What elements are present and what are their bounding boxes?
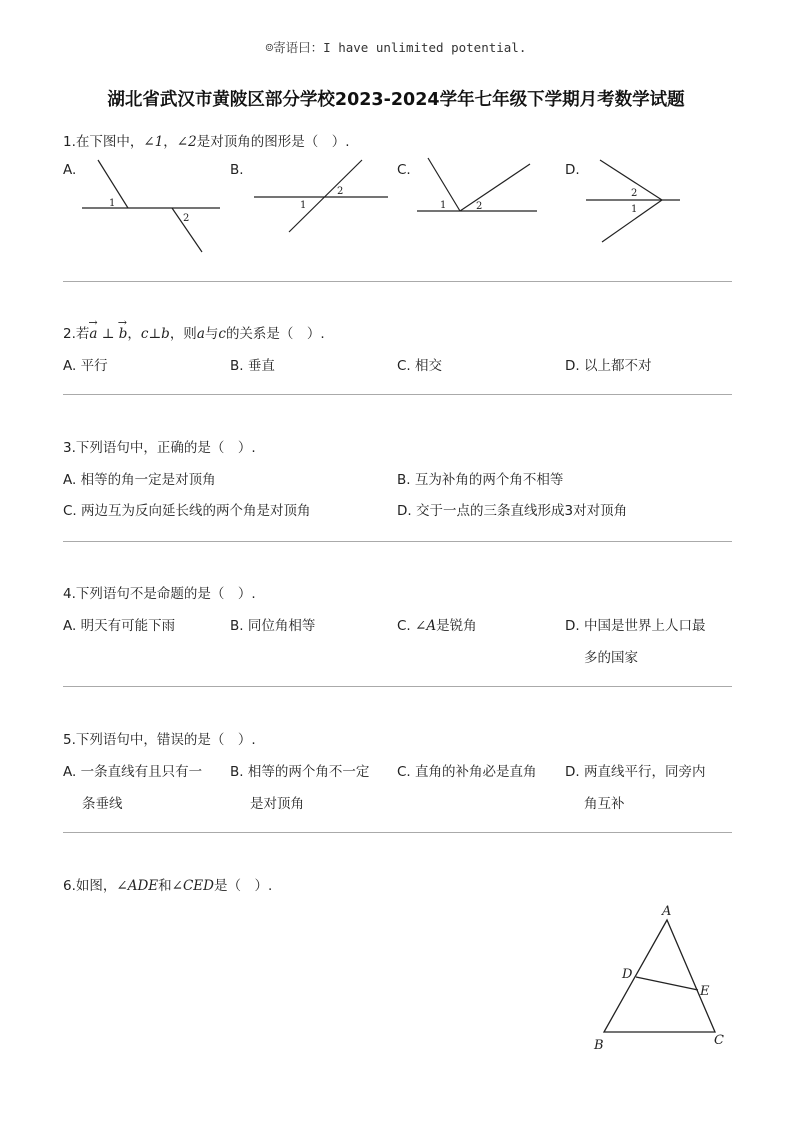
q4-option-d-line1: D. 中国是世界上人口最 <box>565 618 706 634</box>
q1-option-d-label: D. <box>565 162 580 178</box>
q1-a-label-2: 2 <box>183 213 190 224</box>
q4-option-d-line2: 多的国家 <box>584 650 638 666</box>
q5-option-d-line1: D. 两直线平行，同旁内 <box>565 764 706 780</box>
q6-prefix: 6.如图， <box>63 878 117 894</box>
vertex-label-c: C <box>714 1033 724 1048</box>
q5-option-b-line2: 是对顶角 <box>250 796 304 812</box>
q6-suffix: 是（ ）. <box>213 878 273 894</box>
vector-a-letter: a <box>89 326 98 342</box>
question-4: 4.下列语句不是命题的是（ ）. <box>63 586 256 602</box>
q2-perp-symbol: ⊥ <box>101 326 115 342</box>
q1-option-a-label: A. <box>63 162 77 178</box>
q4-option-b: B. 同位角相等 <box>230 618 316 634</box>
q1-d-label-1: 1 <box>631 204 638 215</box>
divider-1 <box>63 281 732 282</box>
vertex-label-a: A <box>662 904 672 919</box>
q2-number: 2. <box>63 326 76 342</box>
q6-triangle-figure <box>580 895 740 1065</box>
q4-option-c-suffix: 是锐角 <box>436 618 477 634</box>
q1-b-label-1: 1 <box>300 200 307 211</box>
q3-option-d: D. 交于一点的三条直线形成3对对顶角 <box>397 503 628 519</box>
triangle-abc <box>604 920 715 1032</box>
q3-option-b: B. 互为补角的两个角不相等 <box>397 472 564 488</box>
q2-sep2: ，则 <box>169 326 197 342</box>
vector-b-arrow-icon: → <box>117 316 127 329</box>
point-label-d: D <box>622 967 633 982</box>
q1-c-label-1: 1 <box>440 200 447 211</box>
q1-d-label-2: 2 <box>631 188 638 199</box>
q2-option-b: B. 垂直 <box>230 358 275 374</box>
q5-option-b-line1: B. 相等的两个角不一定 <box>230 764 370 780</box>
q1-figure-b <box>254 160 388 232</box>
vector-a <box>88 316 98 342</box>
q1-sep: ， <box>163 134 177 150</box>
q6-angle-ade: ∠ADE <box>116 878 159 894</box>
divider-2 <box>63 394 732 395</box>
q2-sep1: ， <box>127 326 141 342</box>
q1-text-a: 在下图中， <box>75 134 144 150</box>
q5-option-c-line1: C. 直角的补角必是直角 <box>397 764 537 780</box>
vector-b-letter: b <box>118 326 128 342</box>
q2-option-c: C. 相交 <box>397 358 443 374</box>
q6-mid: 和 <box>158 878 172 894</box>
q3-option-a: A. 相等的角一定是对顶角 <box>63 472 216 488</box>
motto: ☺寄语曰：I have unlimited potential. <box>265 40 527 55</box>
q1-number: 1. <box>63 134 76 150</box>
q3-option-c: C. 两边互为反向延长线的两个角是对顶角 <box>63 503 311 519</box>
divider-4 <box>63 686 732 687</box>
q1-figure-d <box>586 160 680 242</box>
q4-option-c-angle: ∠A <box>415 618 437 634</box>
q5-option-d-line2: 角互补 <box>584 796 625 812</box>
q2-yu: 与 <box>204 326 219 342</box>
q1-b-label-2: 2 <box>337 186 344 197</box>
question-2 <box>63 316 325 342</box>
q6-angle-ced: ∠CED <box>171 878 214 894</box>
q4-option-a: A. 明天有可能下雨 <box>63 618 176 634</box>
q5-option-a-line2: 条垂线 <box>82 796 123 812</box>
q1-option-c-label: C. <box>397 162 411 178</box>
q1-a-label-1: 1 <box>109 198 116 209</box>
divider-3 <box>63 541 732 542</box>
q2-c: c <box>218 326 226 342</box>
q2-option-a: A. 平行 <box>63 358 108 374</box>
q1-figure-a <box>82 160 220 252</box>
q1-option-b-label: B. <box>230 162 244 178</box>
divider-5 <box>63 832 732 833</box>
q2-ruo: 若 <box>75 326 90 342</box>
segment-de <box>636 977 698 990</box>
point-label-e: E <box>700 984 710 999</box>
q2-option-d: D. 以上都不对 <box>565 358 652 374</box>
vector-b <box>117 316 128 342</box>
q1-angle-1: ∠1 <box>143 134 164 150</box>
q2-tail: 的关系是（ ）. <box>225 326 325 342</box>
q5-option-a-line1: A. 一条直线有且只有一 <box>63 764 203 780</box>
q2-c-perp-b: c⊥b <box>140 326 170 342</box>
question-5: 5.下列语句中，错误的是（ ）. <box>63 732 256 748</box>
exam-title: 湖北省武汉市黄陂区部分学校2023-2024学年七年级下学期月考数学试题 <box>107 90 685 110</box>
q4-option-c <box>397 614 477 634</box>
q2-a: a <box>196 326 205 342</box>
q4-option-c-prefix: C. <box>397 618 416 634</box>
q1-figures <box>0 0 792 270</box>
question-3: 3.下列语句中，正确的是（ ）. <box>63 440 256 456</box>
question-6 <box>63 874 272 894</box>
vertex-label-b: B <box>594 1038 604 1053</box>
q1-c-label-2: 2 <box>476 201 483 212</box>
q1-angle-2: ∠2 <box>176 134 197 150</box>
vector-a-arrow-icon: → <box>88 316 98 329</box>
q1-text-b: 是对顶角的图形是（ ）. <box>196 134 350 150</box>
